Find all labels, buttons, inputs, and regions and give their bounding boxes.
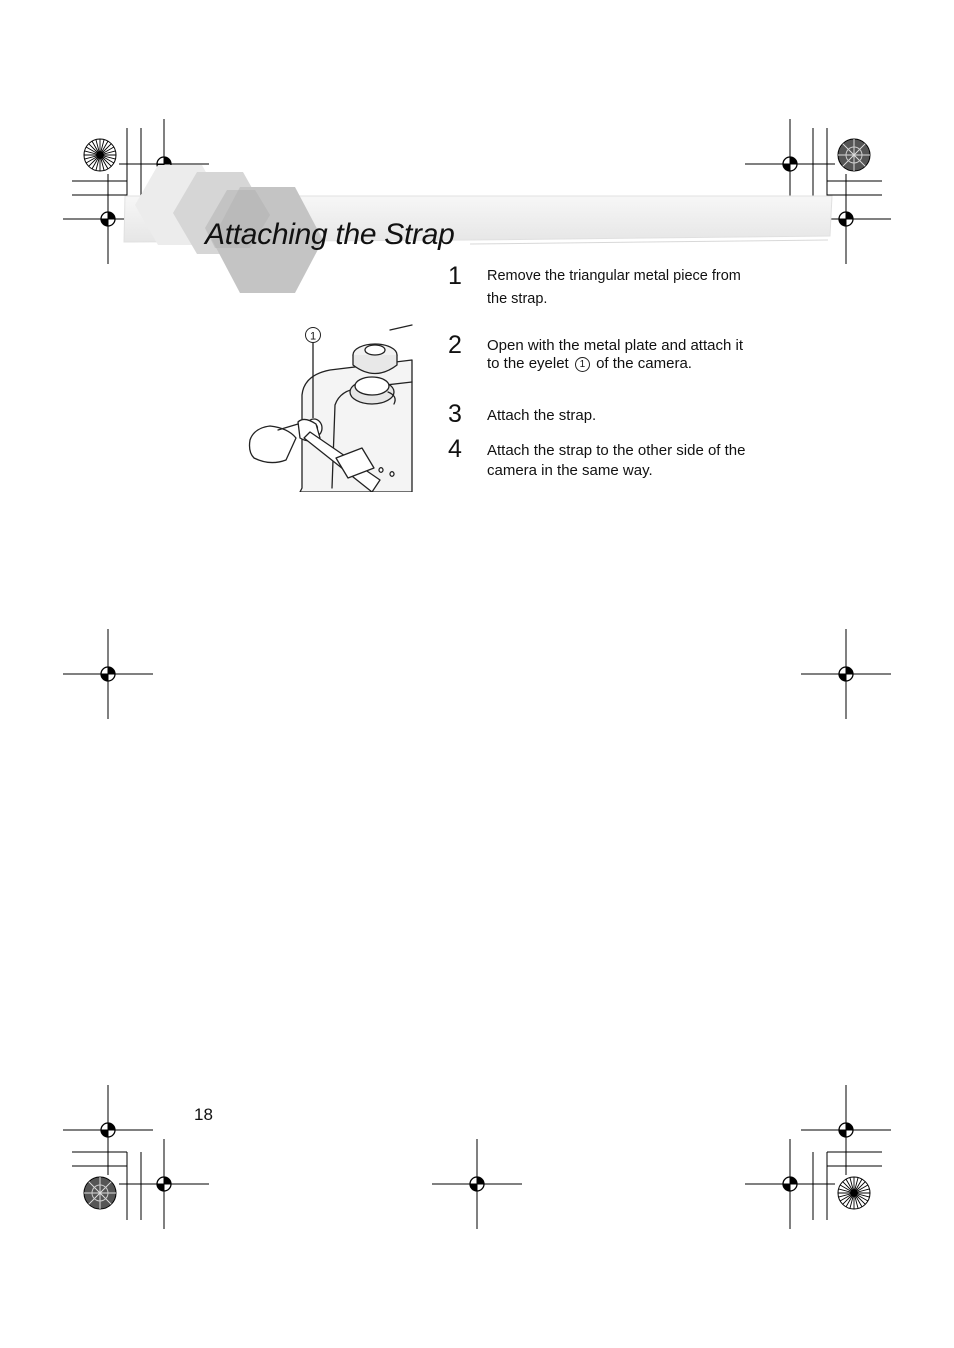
step-text-part: Open with the metal plate and attach it to the eyelet [487, 337, 743, 372]
eyelet-marker: 1 [575, 357, 590, 372]
step-text: Attach the strap. [487, 407, 597, 424]
step-number: 1 [448, 262, 462, 290]
step-number: 4 [448, 435, 462, 463]
step-text: Remove the triangular metal piece from the strap. [487, 268, 741, 307]
step-text-part: of the camera. [596, 355, 692, 372]
step-text [487, 337, 757, 373]
step-number: 2 [448, 331, 462, 359]
page-title: Attaching the Strap [205, 218, 455, 251]
page-number: 18 [194, 1105, 213, 1124]
step-text: Attach the strap to the other side of the camera in the same way. [487, 442, 746, 479]
camera-strap-illustration [240, 320, 415, 492]
callout-number: 1 [309, 330, 317, 343]
step-number: 3 [448, 400, 462, 428]
